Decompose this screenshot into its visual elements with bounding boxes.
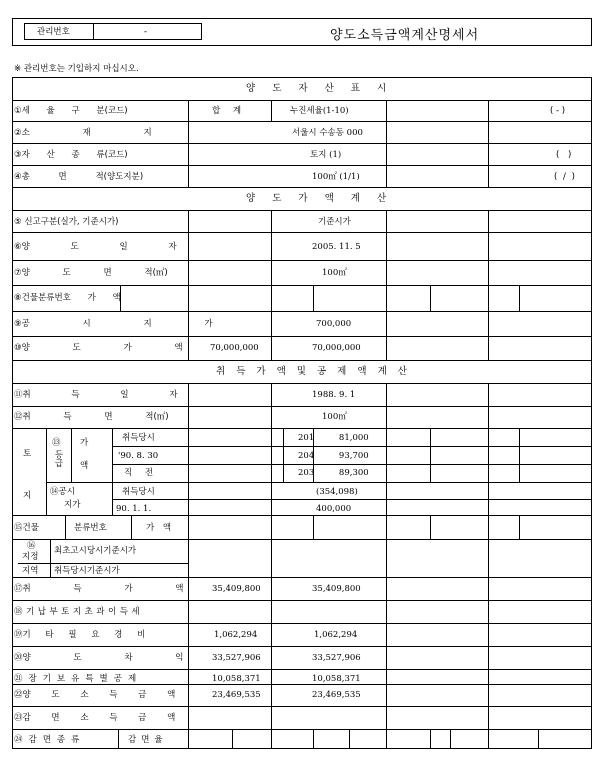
row-asset-type-code[interactable]: ( ) <box>556 150 572 160</box>
grade-row2-label: '90. 8. 30 <box>118 451 159 461</box>
row-location-label: ②소 재 지 <box>14 128 152 138</box>
page-title: 양도소득금액계산명세서 <box>330 28 480 43</box>
grade-row2-value[interactable]: 204 93,700 <box>298 451 369 461</box>
row-other-expenses-total[interactable]: 1,062,294 <box>214 630 258 640</box>
grade-ga: 가 <box>80 438 89 448</box>
row-acquisition-area-value[interactable]: 100㎡ <box>322 412 347 422</box>
public-price-row2-value[interactable]: 400,000 <box>316 504 352 514</box>
row-tax-rate-total: 합 계 <box>212 106 242 116</box>
row-transfer-income-total[interactable]: 23,469,535 <box>212 690 261 700</box>
row-transfer-price-label: ⑩양 도 가 액 <box>14 343 183 353</box>
row-transfer-price-total[interactable]: 70,000,000 <box>210 343 259 353</box>
row-building-15-label: ⑮건물 <box>14 523 39 533</box>
public-price-14-sub: 지가 <box>64 500 81 510</box>
row-acquisition-price-total[interactable]: 35,409,800 <box>212 584 261 594</box>
row-tax-rate-value[interactable]: 누진세율(1-10) <box>290 106 349 116</box>
row-transfer-date-value[interactable]: 2005. 11. 5 <box>312 242 361 252</box>
row-exemption-rate-label: 감면율 <box>128 735 168 745</box>
grade-label: 등급 <box>53 450 63 467</box>
row-building-class-label: ⑧건물분류번호 가 액 <box>14 293 121 303</box>
land-label-top: 토 <box>23 449 32 459</box>
row-transfer-date-label: ⑥양 도 일 자 <box>14 242 177 252</box>
row-transfer-area-value[interactable]: 100㎡ <box>322 268 347 278</box>
land-label-bottom: 지 <box>23 491 32 501</box>
row-exemption-type-label: ㉔감면종류 <box>14 735 86 745</box>
row-acquisition-date-label: ⑪취 득 일 자 <box>14 390 178 400</box>
row-building-15-class: 분류번호 <box>74 523 107 533</box>
mgmt-number-label: 관리번호 <box>37 27 70 37</box>
section-transfer-title: 양 도 가 액 계 산 <box>246 193 394 204</box>
row-transfer-income-label: ㉒양 도 소 득 금 액 <box>14 690 176 700</box>
row-transfer-gain-value[interactable]: 33,527,906 <box>312 653 361 663</box>
row-report-type-label: ⑤ 신고구분(실가, 기준시가) <box>14 217 119 227</box>
grade-aek: 액 <box>80 461 89 471</box>
row-acquisition-date-value[interactable]: 1988. 9. 1 <box>312 390 356 400</box>
public-price-row1-value[interactable]: (354,098) <box>316 487 358 497</box>
mgmt-number-value[interactable]: - <box>144 27 148 37</box>
row-asset-type-label: ③자 산 종 류(코드) <box>14 150 128 160</box>
section-asset-title: 양 도 자 산 표 시 <box>246 83 394 94</box>
row-transfer-area-label: ⑦양 도 면 적(㎡) <box>14 268 168 278</box>
row-long-term-deduction-value[interactable]: 10,058,371 <box>312 674 361 684</box>
grade-row3-value[interactable]: 203 89,300 <box>298 468 369 478</box>
designated-number: ⑯ <box>27 541 36 551</box>
row-acquisition-price-label: ⑰취 득 가 액 <box>14 584 184 594</box>
row-other-expenses-value[interactable]: 1,062,294 <box>314 630 358 640</box>
row-total-area-label: ④총 면 적(양도지분) <box>14 172 144 182</box>
public-price-14-label: ⑭공시 <box>50 487 75 497</box>
row-exempt-income-label: ㉓감 면 소 득 금 액 <box>14 713 176 723</box>
designated-label-top: 지정 <box>22 552 39 562</box>
row-total-area-share[interactable]: ( / ) <box>554 172 575 182</box>
row-long-term-deduction-total[interactable]: 10,058,371 <box>212 674 261 684</box>
row-transfer-gain-total[interactable]: 33,527,906 <box>212 653 261 663</box>
row-tax-rate-code[interactable]: ( - ) <box>550 106 566 116</box>
grade-row3-label: 직 전 <box>124 468 154 478</box>
row-long-term-deduction-label: ㉑장기보유특별공제 <box>14 674 143 684</box>
public-price-row1-label: 취득당시 <box>122 487 155 497</box>
designated-initial-std-price: 최초고시당시기준시가 <box>54 546 137 556</box>
row-total-area-value[interactable]: 100㎡ (1/1) <box>312 172 360 182</box>
row-transfer-income-value[interactable]: 23,469,535 <box>312 690 361 700</box>
row-building-15-price: 가 액 <box>146 523 172 533</box>
row-acquisition-area-label: ⑫취 득 면 적(㎡) <box>14 412 169 422</box>
row-public-price-label: ⑨공 시 지 가 <box>14 319 213 329</box>
row-transfer-price-value[interactable]: 70,000,000 <box>312 343 361 353</box>
designated-label-bottom: 지역 <box>22 566 39 576</box>
public-price-row2-label: 90. 1. 1. <box>116 504 152 514</box>
section-acquisition-title: 취 득 가 액 및 공 제 액 계 산 <box>216 366 411 377</box>
grade-row1-label: 취득당시 <box>122 433 155 443</box>
row-land-excess-tax-label: ⑱기납부토지초과이득세 <box>14 607 144 617</box>
row-acquisition-price-value[interactable]: 35,409,800 <box>312 584 361 594</box>
grade-row1-value[interactable]: 201 81,000 <box>298 433 369 443</box>
row-asset-type-value[interactable]: 토지 (1) <box>310 150 342 160</box>
row-transfer-gain-label: ⑳양 도 차 익 <box>14 653 184 663</box>
grade-number: ⑬ <box>52 438 61 448</box>
row-other-expenses-label: ⑲기 타 필 요 경 비 <box>14 630 146 640</box>
row-report-type-value[interactable]: 기준시가 <box>318 217 351 227</box>
row-location-value[interactable]: 서울시 수송동 000 <box>292 128 363 138</box>
designated-acq-std-price: 취득당시기준시가 <box>54 566 120 576</box>
row-public-price-value[interactable]: 700,000 <box>316 319 352 329</box>
row-tax-rate-label: ①세 율 구 분(코드) <box>14 106 128 116</box>
mgmt-note: ※ 관리번호는 기입하지 마십시오. <box>14 64 139 74</box>
